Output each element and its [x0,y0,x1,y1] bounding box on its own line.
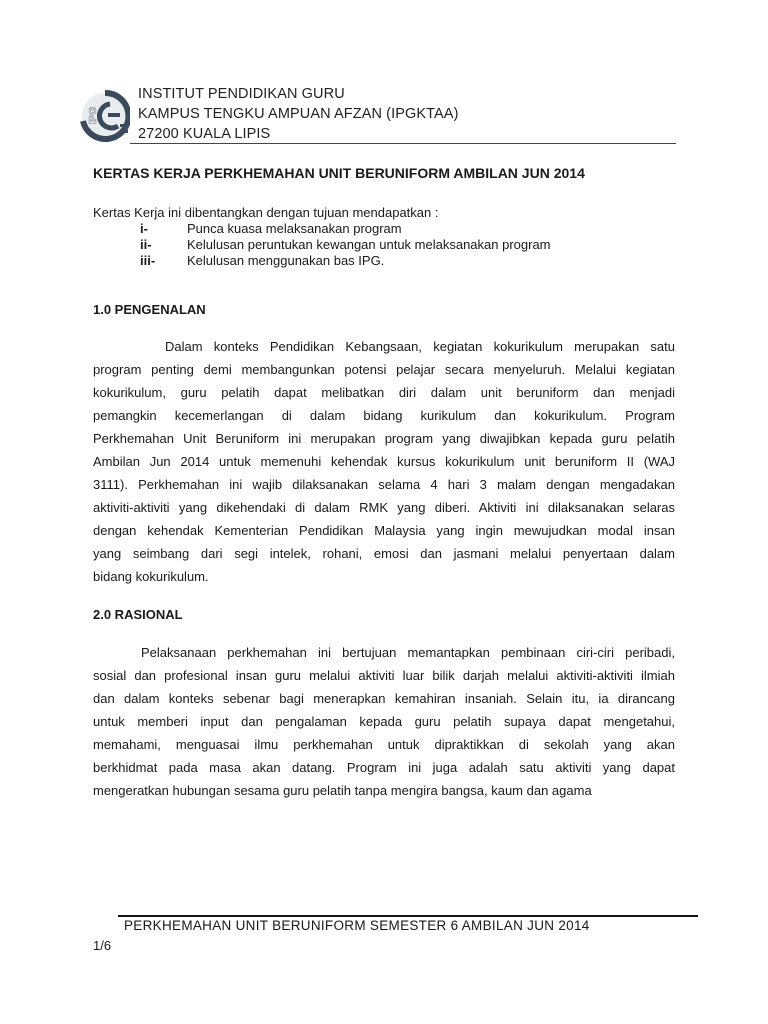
paragraph-line: dan dalam konteks sebenar bagi menerapkan kemahiran insaniah. Selain itu, ia dirancang [93,691,675,706]
paragraph-line: sosial dan profesional insan guru melalui aktiviti luar bilik darjah melalui aktiviti-aktiviti ilmiah [93,668,675,683]
paragraph-line: Perkhemahan Unit Beruniform ini merupakan program yang diwajibkan kepada guru pelatih [93,431,675,446]
objective-text: Kelulusan peruntukan kewangan untuk melaksanakan program [187,237,551,252]
page-number: 1/6 [93,938,112,953]
paragraph-line: memahami, menguasai ilmu perkhemahan untuk dipraktikkan di sekolah yang akan [93,737,675,752]
campus-name: KAMPUS TENGKU AMPUAN AFZAN (IPGKTAA) [138,106,459,122]
objective-number: iii- [140,253,156,268]
document-title: KERTAS KERJA PERKHEMAHAN UNIT BERUNIFORM AMBILAN JUN 2014 [93,165,585,181]
paragraph-line: 3111). Perkhemahan ini wajib dilaksanakan selama 4 hari 3 malam dengan mengadakan [93,477,675,492]
header-rule [130,143,676,144]
objective-number: ii- [140,237,152,252]
paragraph-line: kokurikulum, guru pelatih dapat melibatkan diri dalam unit beruniform dan menjadi [93,385,675,400]
paragraph-line: Pelaksanaan perkhemahan ini bertujuan memantapkan pembinaan ciri-ciri peribadi, [141,645,675,660]
paragraph-line: berkhidmat pada masa akan datang. Program ini juga adalah satu aktiviti yang dapat [93,760,675,775]
ipg-logo [80,86,130,142]
section-paragraph [93,641,675,802]
objective-text: Punca kuasa melaksanakan program [187,221,402,236]
paragraph-line: dengan kehendak Kementerian Pendidikan Malaysia yang ingin mewujudkan modal insan [93,523,675,538]
section-paragraph [93,335,675,588]
paragraph-line: yang seimbang dari segi intelek, rohani, emosi dan jasmani melalui penyertaan dalam [93,546,675,561]
objective-text: Kelulusan menggunakan bas IPG. [187,253,385,268]
intro-text: Kertas Kerja ini dibentangkan dengan tujuan mendapatkan : [93,205,439,220]
footer-rule [118,915,698,917]
institution-name: INSTITUT PENDIDIKAN GURU [138,86,345,102]
logo-text: IPG [88,106,99,124]
address: 27200 KUALA LIPIS [138,126,271,142]
paragraph-line: pemangkin kecemerlangan di dalam bidang kurikulum dan kokurikulum. Program [93,408,675,423]
paragraph-line: Ambilan Jun 2014 untuk memenuhi kehendak kursus kokurikulum unit beruniform II (WAJ [93,454,675,469]
section-heading: 1.0 PENGENALAN [93,302,206,317]
paragraph-line: mengeratkan hubungan sesama guru pelatih tanpa mengira bangsa, kaum dan agama [93,783,592,798]
paragraph-line: bidang kokurikulum. [93,569,209,584]
paragraph-line: program penting demi membangunkan potensi pelajar secara menyeluruh. Melalui kegiatan [93,362,675,377]
footer-text: PERKHEMAHAN UNIT BERUNIFORM SEMESTER 6 AMBILAN JUN 2014 [124,918,590,933]
paragraph-line: untuk memberi input dan pengalaman kepada guru pelatih supaya dapat mengetahui, [93,714,675,729]
paragraph-line: Dalam konteks Pendidikan Kebangsaan, kegiatan kokurikulum merupakan satu [165,339,675,354]
paragraph-line: aktiviti-aktiviti yang dikehendaki di dalam RMK yang diberi. Aktiviti ini dilaksanakan selaras [93,500,675,515]
objective-number: i- [140,221,148,236]
section-heading: 2.0 RASIONAL [93,607,183,622]
